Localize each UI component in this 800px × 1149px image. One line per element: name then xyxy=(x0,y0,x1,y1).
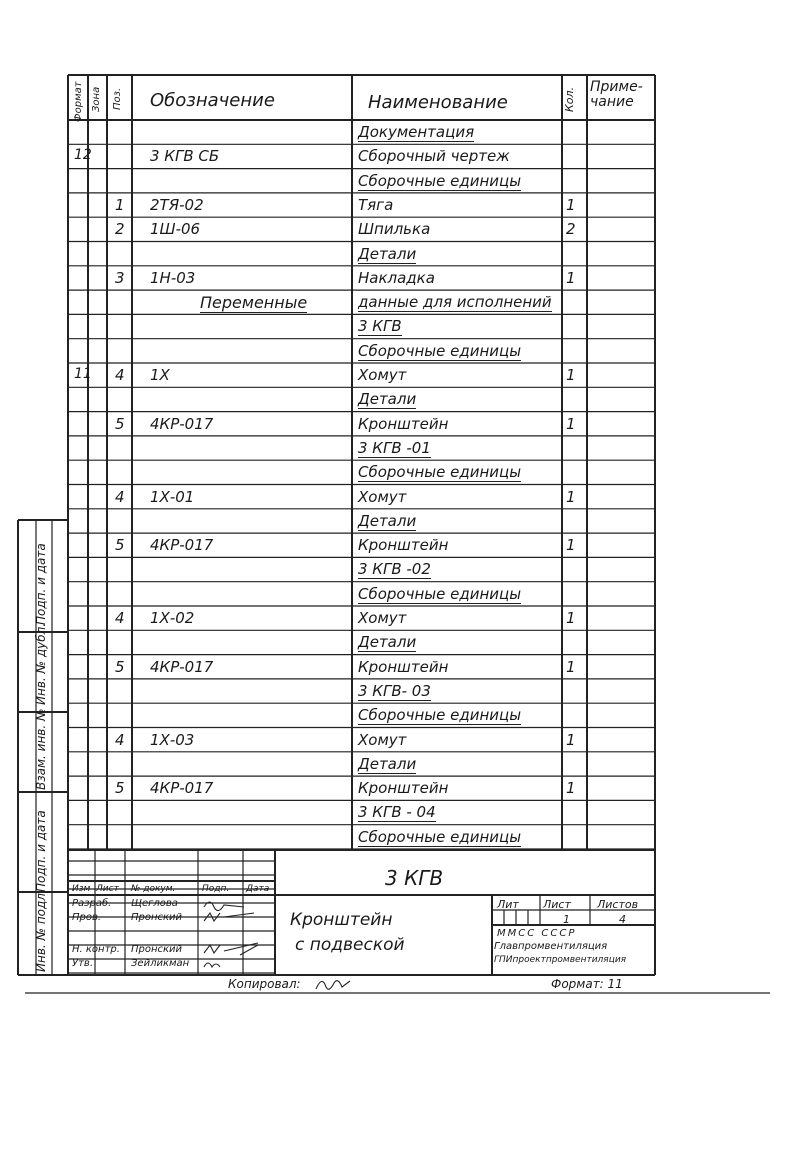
row-name: Сборочный чертеж xyxy=(358,147,510,166)
header-note: Приме-чание xyxy=(590,79,643,110)
row-qty: 1 xyxy=(566,730,576,749)
row-pos: 5 xyxy=(115,536,125,555)
row-qty: 1 xyxy=(566,487,576,506)
stamp-name-razrab: Щеглова xyxy=(131,898,178,909)
stamp-col-izm: Изм xyxy=(72,884,91,894)
row-name: Хомут xyxy=(358,366,407,384)
row-name: данные для исполнений xyxy=(358,293,552,312)
row-name: Хомут xyxy=(358,609,407,627)
row-des: 1Х-02 xyxy=(150,609,195,627)
row-des: 4КР-017 xyxy=(150,414,214,433)
row-name: Детали xyxy=(358,390,417,409)
header-pos: Поз. xyxy=(112,87,123,110)
footer-format: Формат: 11 xyxy=(551,977,623,991)
row-pos: 4 xyxy=(115,609,125,627)
row-des: 4КР-017 xyxy=(150,657,214,676)
row-name: Сборочные единицы xyxy=(358,341,522,360)
row-name: 3 КГВ- 03 xyxy=(358,681,431,700)
row-des: Переменные xyxy=(200,293,308,313)
row-name: Накладка xyxy=(358,268,435,287)
row-pos: 4 xyxy=(115,730,125,749)
row-name: Хомут xyxy=(358,730,407,749)
row-name: Детали xyxy=(358,511,417,530)
stamp-title-line1: Кронштейн xyxy=(290,910,393,930)
row-des: 4КР-017 xyxy=(150,779,214,798)
row-des: 2ТЯ-02 xyxy=(150,195,204,214)
side-vzam-inv: Взам. инв. № xyxy=(34,708,48,790)
row-pos: 4 xyxy=(115,487,125,506)
row-name: 3 КГВ - 04 xyxy=(358,803,436,822)
row-des: 1Н-03 xyxy=(150,268,196,287)
row-name: Сборочные единицы xyxy=(358,827,522,846)
row-pos: 5 xyxy=(115,657,125,676)
row-fmt: 12 xyxy=(74,147,92,164)
header-designation: Обозначение xyxy=(150,90,275,111)
row-name: Кронштейн xyxy=(358,414,449,433)
stamp-name-utv: Зейликман xyxy=(131,958,190,969)
header-name: Наименование xyxy=(368,92,508,113)
row-qty: 1 xyxy=(566,268,576,287)
side-podp-data-2: Подп. и дата xyxy=(34,810,48,892)
stamp-org-line1: ММСС СССР xyxy=(497,928,577,939)
row-name: Сборочные единицы xyxy=(358,463,522,482)
row-name: Тяга xyxy=(358,195,394,214)
row-name: Кронштейн xyxy=(358,779,449,798)
header-qty: Кол. xyxy=(563,86,576,112)
header-zone: Зона xyxy=(91,86,102,112)
row-name: Сборочные единицы xyxy=(358,584,522,603)
stamp-col-ndokum: № докум. xyxy=(131,884,176,894)
row-qty: 2 xyxy=(566,220,576,239)
row-des: 4КР-017 xyxy=(150,536,214,555)
row-name: Сборочные единицы xyxy=(358,171,522,190)
row-name: Шпилька xyxy=(358,220,431,239)
stamp-org-line2: Главпромвентиляция xyxy=(494,941,608,952)
stamp-sheet-value: 1 xyxy=(563,913,570,926)
row-qty: 1 xyxy=(566,414,576,433)
row-name: Детали xyxy=(358,244,417,263)
row-name: 3 КГВ -02 xyxy=(358,560,431,579)
stamp-org-line3: ГПИпроектпромвентиляция xyxy=(494,955,627,965)
row-des: 1Ш-06 xyxy=(150,220,201,239)
stamp-title-line2: с подвеской xyxy=(295,935,405,955)
row-qty: 1 xyxy=(566,195,576,214)
row-name: 3 КГВ -01 xyxy=(358,438,431,457)
row-name: 3 КГВ xyxy=(358,317,402,336)
row-qty: 1 xyxy=(566,779,576,798)
row-fmt: 11 xyxy=(74,366,92,382)
stamp-col-podp: Подп. xyxy=(202,884,230,894)
stamp-col-data: Дата xyxy=(246,884,270,894)
stamp-doc-code: 3 КГВ xyxy=(385,866,444,890)
row-name: Кронштейн xyxy=(358,657,449,676)
row-des: 1Х-03 xyxy=(150,730,195,749)
row-name: Хомут xyxy=(358,487,407,506)
row-pos: 5 xyxy=(115,414,125,433)
side-podp-data-1: Подп. и дата xyxy=(34,543,48,625)
stamp-role-utv: Утв. xyxy=(72,958,93,969)
row-pos: 4 xyxy=(115,366,125,384)
row-pos: 1 xyxy=(115,195,125,214)
stamp-name-nkontr: Пронский xyxy=(131,944,183,955)
stamp-sheets-value: 4 xyxy=(619,913,626,926)
row-pos: 2 xyxy=(115,220,125,239)
copier-signature-icon xyxy=(313,975,353,995)
row-name: Детали xyxy=(358,633,417,652)
stamp-role-razrab: Разраб. xyxy=(72,898,112,909)
row-name: Документация xyxy=(358,123,475,141)
footer-copied: Копировал: xyxy=(228,977,301,991)
stamp-role-prov: Пров. xyxy=(72,912,102,923)
stamp-role-nkontr: Н. контр. xyxy=(72,944,120,955)
side-inv-dubl: Инв. № дубл. xyxy=(34,622,48,705)
row-name: Кронштейн xyxy=(358,536,449,555)
row-qty: 1 xyxy=(566,609,576,627)
row-pos: 5 xyxy=(115,779,125,798)
header-format: Формат xyxy=(73,81,84,122)
row-qty: 1 xyxy=(566,657,576,676)
signatures-icon xyxy=(200,895,270,975)
row-name: Детали xyxy=(358,754,417,773)
stamp-lit-label: Лит xyxy=(497,898,519,911)
stamp-name-prov: Пронский xyxy=(131,912,183,923)
row-name: Сборочные единицы xyxy=(358,706,522,725)
side-inv-podl: Инв. № подл. xyxy=(34,889,48,972)
stamp-sheet-label: Лист xyxy=(543,898,571,911)
row-qty: 1 xyxy=(566,366,576,384)
row-pos: 3 xyxy=(115,268,125,287)
stamp-col-list: Лист xyxy=(96,884,119,894)
stamp-sheets-label: Листов xyxy=(597,898,639,911)
row-des: 1Х-01 xyxy=(150,487,195,506)
row-des: 3 КГВ СБ xyxy=(150,147,220,166)
row-des: 1Х xyxy=(150,366,170,384)
row-qty: 1 xyxy=(566,536,576,555)
